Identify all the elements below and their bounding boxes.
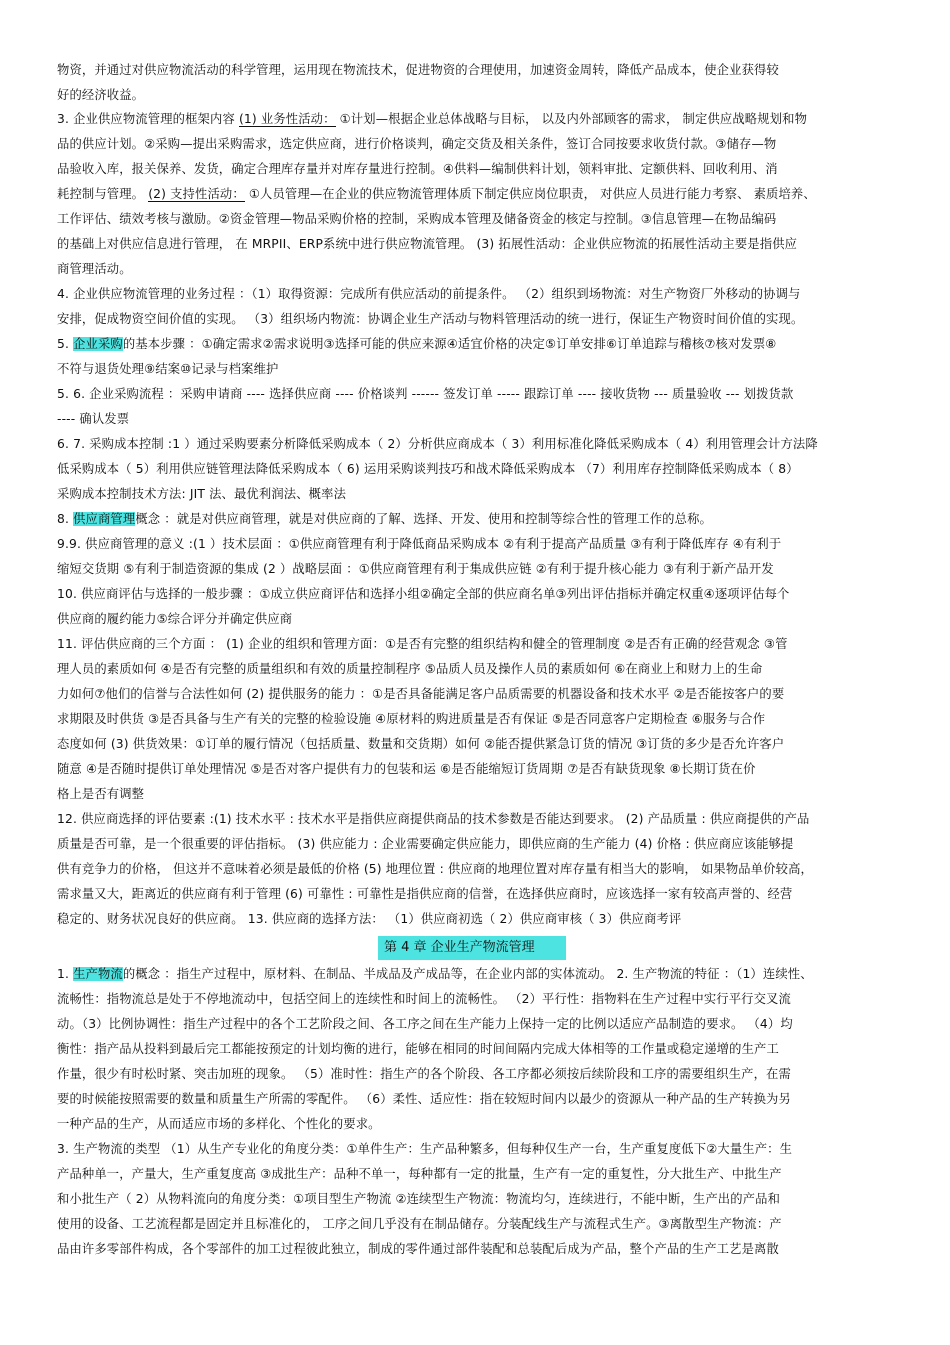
text-line: 态度如何 (3) 供货效果：①订单的履行情况（包括质量、数量和交货期）如何 ②能否提供紧急订货的情况 ③订货的多少是否允许客户 bbox=[57, 737, 785, 751]
text-line: 稳定的、财务状况良好的供应商。 13. 供应商的选择方法： （1）供应商初选（ 2）供应商审核（ 3）供应商考评 bbox=[57, 912, 682, 926]
text-line: 需求量又大，距离近的供应商有利于管理 (6) 可靠性 : 可靠性是指供应商的信誉，在选择供应商时，应该选择一家有较高声誉的、经营 bbox=[57, 887, 793, 901]
text-line: 耗控制与管理。 (2) 支持性活动： ①人员管理—在企业的供应物流管理体质下制定供应岗位职责， 对供应人员进行能力考察、 素质培养、 bbox=[57, 187, 816, 201]
highlighted-term: 供应商管理 bbox=[73, 512, 136, 526]
text-line: 格上是否有调整 bbox=[57, 787, 145, 801]
text-line: 使用的设备、工艺流程都是固定并且标准化的， 工序之间几乎没有在制品储存。分装配线生产与流程式生产。③离散型生产物流：产 bbox=[57, 1217, 782, 1231]
text-line: 供应商的履约能力⑤综合评分并确定供应商 bbox=[57, 612, 293, 626]
text-line: 产品种单一，产量大，生产重复度高 ③成批生产：品种不单一，每种都有一定的批量，生产有一定的重复性，分大批生产、中批生产 bbox=[57, 1167, 782, 1181]
underlined-term: (1) 业务性活动： bbox=[238, 112, 336, 126]
text-line: 5. 企业采购的基本步骤 ：①确定需求②需求说明③选择可能的供应来源④适宜价格的决定⑤订单安排⑥订单追踪与稽核⑦核对发票⑧ bbox=[57, 337, 777, 351]
text-line: 低采购成本（ 5）利用供应链管理法降低采购成本（ 6) 运用采购谈判技巧和战术降低采购成本 （7）利用库存控制降低采购成本（ 8） bbox=[57, 462, 799, 476]
text-line: ---- 确认发票 bbox=[57, 412, 130, 426]
underlined-term: (2) 支持性活动： bbox=[148, 187, 245, 201]
text-line: 的基础上对供应信息进行管理， 在 MRPII、ERP系统中进行供应物流管理。 (3) 拓展性活动：企业供应物流的拓展性活动主要是指供应 bbox=[57, 237, 798, 251]
text-line: 衡性：指产品从投料到最后完工都能按预定的计划均衡的进行，能够在相同的时间间隔内完成大体相等的工作量或稳定递增的生产工 bbox=[57, 1042, 779, 1056]
text-line: 商管理活动。 bbox=[57, 262, 132, 276]
highlighted-term: 生产物流 bbox=[73, 967, 123, 981]
text-line: 1. 生产物流的概念 ：指生产过程中，原材料、在制品、半成品及产成品等，在企业内部的实体流动。 2. 生产物流的特征 ：（1）连续性、 bbox=[57, 967, 813, 981]
text-line: 11. 评估供应商的三个方面 ： (1) 企业的组织和管理方面：①是否有完整的组织结构和健全的管理制度 ②是否有正确的经营观念 ③管 bbox=[57, 637, 788, 651]
text-line: 动。（3）比例协调性：指生产过程中的各个工艺阶段之间、各工序之间在生产能力上保持一定的比例以适应产品制造的要求。 （4）均 bbox=[57, 1017, 793, 1031]
text-line: 理人员的素质如何 ④是否有完整的质量组织和有效的质量控制程序 ⑤品质人员及操作人员的素质如何 ⑥在商业上和财力上的生命 bbox=[57, 662, 763, 676]
text-line: 品的供应计划。②采购—提出采购需求，选定供应商，进行价格谈判，确定交货及相关条件，签订合同按要求收货付款。③储存—物 bbox=[57, 137, 777, 151]
text-line: 4. 企业供应物流管理的业务过程 ：（1）取得资源：完成所有供应活动的前提条件。 （2）组织到场物流：对生产物资厂外移动的协调与 bbox=[57, 287, 801, 301]
text-line: 供有竞争力的价格， 但这并不意味着必须是最低的价格 (5) 地理位置 : 供应商的地理位置对库存量有相当大的影响， 如果物品单价较高， bbox=[57, 862, 813, 876]
text-line: 品由许多零部件构成，各个零部件的加工过程彼此独立，制成的零件通过部件装配和总装配后成为产品，整个产品的生产工艺是离散 bbox=[57, 1242, 779, 1256]
text-line: 6. 7. 采购成本控制 :1 ）通过采购要素分析降低采购成本（ 2）分析供应商成本（ 3）利用标准化降低采购成本（ 4）利用管理会计方法降 bbox=[57, 437, 818, 451]
text-line: 力如何⑦他们的信誉与合法性如何 (2) 提供服务的能力 ：①是否具备能满足客户品质需要的机器设备和技术水平 ②是否能按客户的要 bbox=[57, 687, 785, 701]
text-line: 12. 供应商选择的评估要素 :(1) 技术水平 : 技术水平是指供应商提供商品的技术参数是否能达到要求。 (2) 产品质量 : 供应商提供的产品 bbox=[57, 812, 810, 826]
text-line: 流畅性：指物流总是处于不停地流动中，包括空间上的连续性和时间上的流畅性。 （2）平行性：指物料在生产过程中实行平行交叉流 bbox=[57, 992, 791, 1006]
text-line: 品验收入库，报关保养、发货，确定合理库存量并对库存量进行控制。④供料—编制供料计划，领料审批、定额供料、回收利用、消 bbox=[57, 162, 778, 176]
text-line: 不符与退货处理⑨结案⑩记录与档案维护 bbox=[57, 362, 279, 376]
text-line: 9.9. 供应商管理的意义 :(1 ）技术层面 ：①供应商管理有利于降低商品采购成本 ②有利于提高产品质量 ③有利于降低库存 ④有利于 bbox=[57, 537, 782, 551]
text-line: 一种产品的生产，从而适应市场的多样化、个性化的要求。 bbox=[57, 1117, 381, 1131]
text-line: 求期限及时供货 ③是否具备与生产有关的完整的检验设施 ④原材料的购进质量是否有保证 ⑤是否同意客户定期检查 ⑥服务与合作 bbox=[57, 712, 766, 726]
text-line: 3. 企业供应物流管理的框架内容 (1) 业务性活动： ①计划—根据企业总体战略与目标， 以及内外部顾客的需求， 制定供应战略规划和物 bbox=[57, 112, 808, 126]
text-line: 和小批生产（ 2）从物料流向的角度分类：①项目型生产物流 ②连续型生产物流：物流均匀，连续进行，不能中断，生产出的产品和 bbox=[57, 1192, 781, 1206]
text-line: 质量是否可靠，是一个很重要的评估指标。 (3) 供应能力 : 企业需要确定供应能力，即供应商的生产能力 (4) 价格 : 供应商应该能够提 bbox=[57, 837, 794, 851]
text-line: 8. 供应商管理概念 ：就是对供应商管理，就是对供应商的了解、选择、开发、使用和控制等综合性的管理工作的总称。 bbox=[57, 512, 712, 526]
text-line: 作量，很少有时松时紧、突击加班的现象。 （5）准时性：指生产的各个阶段、各工序都必须按后续阶段和工序的需要组织生产，在需 bbox=[57, 1067, 791, 1081]
text-line: 好的经济收益。 bbox=[57, 88, 145, 102]
text-line: 采购成本控制技术方法: JIT 法、最优利润法、概率法 bbox=[57, 487, 347, 501]
text-line: 10. 供应商评估与选择的一般步骤 ：①成立供应商评估和选择小组②确定全部的供应商名单③列出评估指标并确定权重④逐项评估每个 bbox=[57, 587, 790, 601]
text-line: 工作评估、绩效考核与激励。②资金管理—物品采购价格的控制，采购成本管理及储备资金的核定与控制。③信息管理—在物品编码 bbox=[57, 212, 777, 226]
text-line: 3. 生产物流的类型 （1）从生产专业化的角度分类：①单件生产：生产品种繁多，但每种仅生产一台，生产重复度低下②大量生产：生 bbox=[57, 1142, 793, 1156]
text-line: 缩短交货期 ⑤有利于制造资源的集成 (2 ）战略层面 ：①供应商管理有利于集成供应链 ②有利于提升核心能力 ③有利于新产品开发 bbox=[57, 562, 774, 576]
text-line: 安排，促成物资空间价值的实现。 （3）组织场内物流：协调企业生产活动与物料管理活动的统一进行，保证生产物资时间价值的实现。 bbox=[57, 312, 804, 326]
highlighted-term: 企业采购 bbox=[73, 337, 123, 351]
text-line: 物资，并通过对供应物流活动的科学管理，运用现在物流技术，促进物资的合理使用，加速资金周转，降低产品成本，使企业获得较 bbox=[57, 63, 779, 77]
text-line: 随意 ④是否随时提供订单处理情况 ⑤是否对客户提供有力的包装和运 ⑥是否能缩短订货周期 ⑦是否有缺货现象 ⑧长期订货在价 bbox=[57, 762, 756, 776]
chapter-heading: 第 4 章 企业生产物流管理 bbox=[378, 936, 566, 960]
text-line: 要的时候能按照需要的数量和质量生产所需的零配件。 （6）柔性、适应性：指在较短时间内以最少的资源从一种产品的生产转换为另 bbox=[57, 1092, 791, 1106]
text-line: 5. 6. 企业采购流程 ：采购申请商 ---- 选择供应商 ---- 价格谈判 ------ 签发订单 ----- 跟踪订单 ---- 接收货物 --- 质量验收 --- 划拨货款 bbox=[57, 387, 794, 401]
